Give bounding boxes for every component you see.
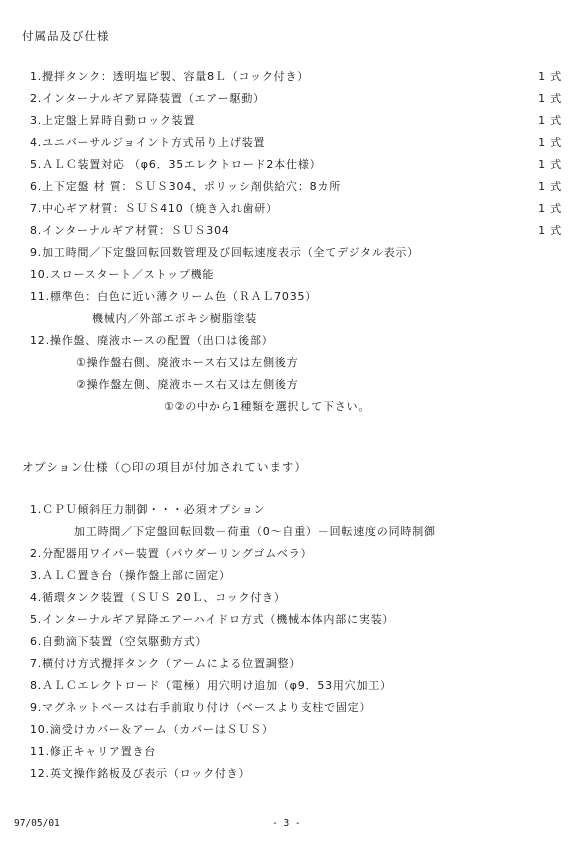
list-item	[30, 68, 562, 84]
item-quantity: 1 式	[538, 180, 562, 193]
item-text: 12.英文操作銘板及び表示（ロック付き）	[30, 767, 251, 780]
list-item	[30, 743, 562, 759]
list-item	[30, 633, 562, 649]
item-text: 10.滴受けカバー＆アーム（カバーはＳＵＳ）	[30, 723, 274, 736]
list-item	[30, 765, 562, 781]
list-item	[30, 699, 562, 715]
list-item	[30, 545, 562, 561]
item-text: 5.ＡＬＣ装置対応 （φ6．35エレクトロード2本仕様）	[30, 158, 322, 171]
item-quantity: 1 式	[538, 224, 562, 237]
list-item	[30, 222, 562, 238]
item-text: 9.マグネットベースは右手前取り付け（ベースより支柱で固定）	[30, 701, 372, 714]
item-text: 5.インターナルギア昇降エアーハイドロ方式（機械本体内部に実装）	[30, 613, 395, 626]
list-item	[30, 501, 562, 517]
list-item	[30, 178, 562, 194]
section-title-accessories: 付属品及び仕様	[22, 29, 110, 43]
item-text: 3.上定盤上昇時自動ロック装置	[30, 114, 196, 127]
item-quantity: 1 式	[538, 92, 562, 105]
item-text: 7.中心ギア材質：ＳＵＳ410（焼き入れ歯研）	[30, 202, 278, 215]
list-item	[30, 677, 562, 693]
selection-note: ①②の中から1種類を選択して下さい。	[164, 400, 371, 413]
item-quantity: 1 式	[538, 158, 562, 171]
item-text: 1.攪拌タンク：透明塩ビ製、容量8Ｌ（コック付き）	[30, 70, 310, 83]
item-text: 4.循環タンク装置（ＳＵＳ 20Ｌ、コック付き）	[30, 591, 286, 604]
list-item	[30, 655, 562, 671]
item-text: 8.インターナルギア材質：ＳＵＳ304	[30, 224, 230, 237]
item-text: 11.修正キャリア置き台	[30, 745, 157, 758]
list-item	[30, 567, 562, 583]
list-item	[30, 134, 562, 150]
item-option-line: ②操作盤左側、廃液ホース右又は左側後方	[76, 378, 299, 391]
item-text: 4.ユニバーサルジョイント方式吊り上げ装置	[30, 136, 266, 149]
list-item	[30, 90, 562, 106]
page-number: - 3 -	[272, 818, 301, 829]
list-item	[30, 721, 562, 737]
item-text: 6.自動滴下装置（空気駆動方式）	[30, 635, 208, 648]
item-text: 2.分配器用ワイパー装置（パウダーリングゴムベラ）	[30, 547, 313, 560]
list-item	[30, 332, 562, 348]
section-title-options: オプション仕様（○印の項目が付加されています）	[22, 460, 307, 474]
list-item	[30, 288, 562, 304]
list-item	[30, 200, 562, 216]
list-item	[30, 266, 562, 282]
item-text: 6.上下定盤 材 質：ＳＵＳ304、ポリッシ剤供給穴：8カ所	[30, 180, 342, 193]
list-item	[30, 611, 562, 627]
item-quantity: 1 式	[538, 70, 562, 83]
item-text: 11.標準色：白色に近い薄クリーム色（ＲＡＬ7035）	[30, 290, 318, 303]
item-quantity: 1 式	[538, 114, 562, 127]
list-item	[30, 156, 562, 172]
item-continuation: 加工時間／下定盤回転回数－荷重（0～自重）－回転速度の同時制御	[74, 525, 436, 538]
item-continuation: 機械内／外部エポキシ樹脂塗装	[92, 312, 258, 325]
item-text: 3.ＡＬＣ置き台（操作盤上部に固定）	[30, 569, 231, 582]
item-text: 2.インターナルギア昇降装置（エアー駆動）	[30, 92, 265, 105]
item-text: 1.ＣＰＵ傾斜圧力制御・・・必須オプション	[30, 503, 266, 516]
footer-date: 97/05/01	[14, 818, 60, 829]
item-quantity: 1 式	[538, 202, 562, 215]
item-quantity: 1 式	[538, 136, 562, 149]
item-text: 12.操作盤、廃液ホースの配置（出口は後部）	[30, 334, 274, 347]
list-item	[30, 589, 562, 605]
item-text: 9.加工時間／下定盤回転回数管理及び回転速度表示（全てデジタル表示）	[30, 246, 420, 259]
item-option-line: ①操作盤右側、廃液ホース右又は左側後方	[76, 356, 299, 369]
item-text: 10.スロースタート／ストップ機能	[30, 268, 215, 281]
list-item	[30, 112, 562, 128]
item-text: 7.横付け方式攪拌タンク（アームによる位置調整）	[30, 657, 302, 670]
list-item	[30, 244, 562, 260]
item-text: 8.ＡＬＣエレクトロード（電極）用穴明け追加（φ9．53用穴加工）	[30, 679, 392, 692]
